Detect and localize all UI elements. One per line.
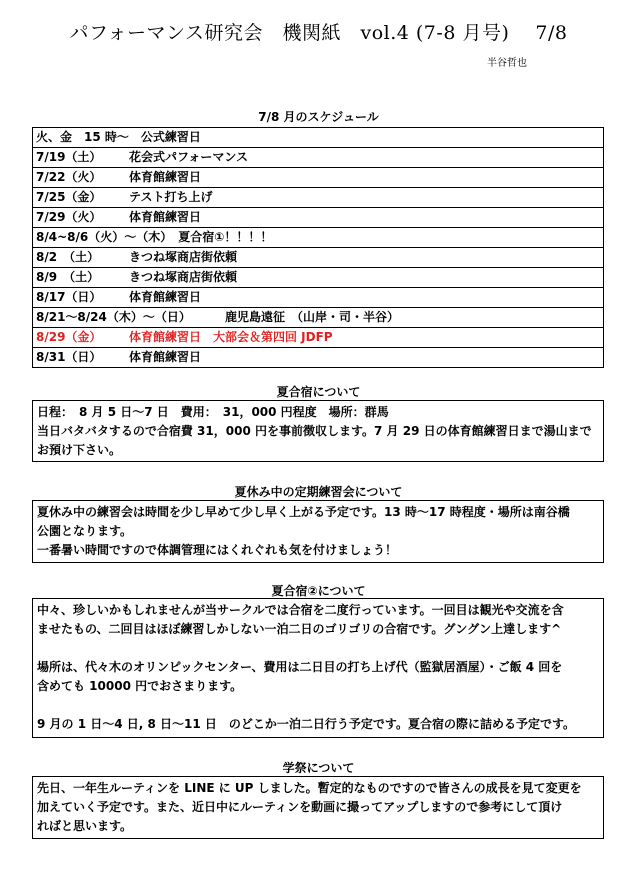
camp1-line: 日程： 8 月 5 日～7 日 費用： 31，000 円程度 場所：群馬 (37, 405, 389, 419)
festival-line: 加えていく予定です。また、近日中にルーティンを動画に撮ってアップしますので参考にして頂け (37, 800, 563, 814)
camp2-box (32, 598, 604, 738)
camp2-heading: 夏合宿②について (271, 584, 366, 598)
camp1-heading: 夏合宿について (276, 385, 361, 399)
schedule-row (33, 308, 603, 328)
schedule-row (33, 128, 603, 148)
schedule-date: 8/21～8/24（木）～（日） (36, 310, 191, 324)
schedule-table (32, 127, 604, 368)
schedule-event: きつね塚商店街依頼 (129, 250, 238, 264)
camp2-line: 含めても 10000 円でおさまります。 (37, 679, 243, 693)
camp2-line: 9 月の 1 日～4 日, 8 日～11 日 のどこか一泊二日行う予定です。夏合宿の際に詰める予定です。 (37, 717, 575, 731)
schedule-event: 体育館練習日 大部会＆第四回 JDFP (129, 330, 333, 344)
festival-box (32, 776, 604, 839)
camp2-blank-line (37, 639, 599, 658)
schedule-row (33, 148, 603, 168)
schedule-row (33, 188, 603, 208)
practice-line: 公園となります。 (37, 524, 133, 538)
schedule-row (33, 228, 603, 248)
schedule-date: 火、金 15 時～ 公式練習日 (36, 130, 201, 144)
festival-heading: 学祭について (282, 761, 355, 775)
schedule-row-highlight (33, 328, 603, 348)
newsletter-title: パフォーマンス研究会 機関紙 vol.4 (7-8 月号) 7/8 (69, 22, 568, 44)
festival-line: 先日、一年生ルーティンを LINE に UP しました。暫定的なものですので皆さんの成長を見て変更を (37, 781, 582, 795)
camp1-line: 当日バタバタするので合宿費 31，000 円を事前徴収します。7 月 29 日の体育館練習日まで湯山まで (37, 424, 592, 438)
schedule-date: 7/19（土） (36, 150, 102, 164)
schedule-event: テスト打ち上げ (129, 190, 213, 204)
practice-line: 夏休み中の練習会は時間を少し早めて少し早く上がる予定です。13 時～17 時程度・場所は南谷橋 (37, 505, 570, 519)
schedule-event: 体育館練習日 (129, 350, 202, 364)
schedule-date: 7/22（火） (36, 170, 102, 184)
festival-line: ればと思います。 (37, 819, 133, 833)
schedule-date: 7/25（金） (36, 190, 102, 204)
schedule-event: 鹿児島遠征 （山岸・司・半谷） (225, 310, 400, 324)
schedule-row (33, 288, 603, 308)
schedule-date: 7/29（火） (36, 210, 102, 224)
camp2-line: 場所は、代々木のオリンピックセンター、費用は二日目の打ち上げ代（監獄居酒屋）・ご飯 4 回を (37, 660, 563, 674)
practice-box (32, 500, 604, 563)
practice-line: 一番暑い時間ですので体調管理にはくれぐれも気を付けましょう！ (37, 543, 398, 557)
schedule-date: 8/31（日） (36, 350, 102, 364)
schedule-event: 体育館練習日 (129, 210, 202, 224)
schedule-event: 体育館練習日 (129, 170, 202, 184)
camp2-line: 中々、珍しいかもしれませんが当サークルでは合宿を二度行っています。一回目は観光や交流を含 (37, 603, 564, 617)
camp1-line: お預け下さい。 (37, 443, 122, 457)
schedule-date: 8/29（金） (36, 330, 102, 344)
schedule-row (33, 348, 603, 367)
schedule-row (33, 168, 603, 188)
camp2-blank-line (37, 696, 599, 715)
practice-heading: 夏休み中の定期練習会について (234, 485, 403, 499)
schedule-date: 8/2 （土） (36, 250, 100, 264)
schedule-event: 花会式パフォーマンス (129, 150, 249, 164)
schedule-event: 体育館練習日 (129, 290, 202, 304)
schedule-date: 8/17（日） (36, 290, 102, 304)
schedule-event: きつね塚商店街依頼 (129, 270, 238, 284)
schedule-row (33, 248, 603, 268)
schedule-heading: 7/8 月のスケジュール (258, 110, 379, 124)
camp2-line: ませたもの、二回目はほぼ練習しかしない一泊二日のゴリゴリの合宿です。グングン上達します^ (37, 622, 562, 636)
camp1-box (32, 400, 604, 462)
schedule-row (33, 208, 603, 228)
schedule-date: 8/9 （土） (36, 270, 100, 284)
schedule-row (33, 268, 603, 288)
schedule-date: 8/4~8/6（火）～（木） 夏合宿①！！！！ (36, 230, 273, 244)
author-name: 半谷哲也 (487, 58, 527, 69)
